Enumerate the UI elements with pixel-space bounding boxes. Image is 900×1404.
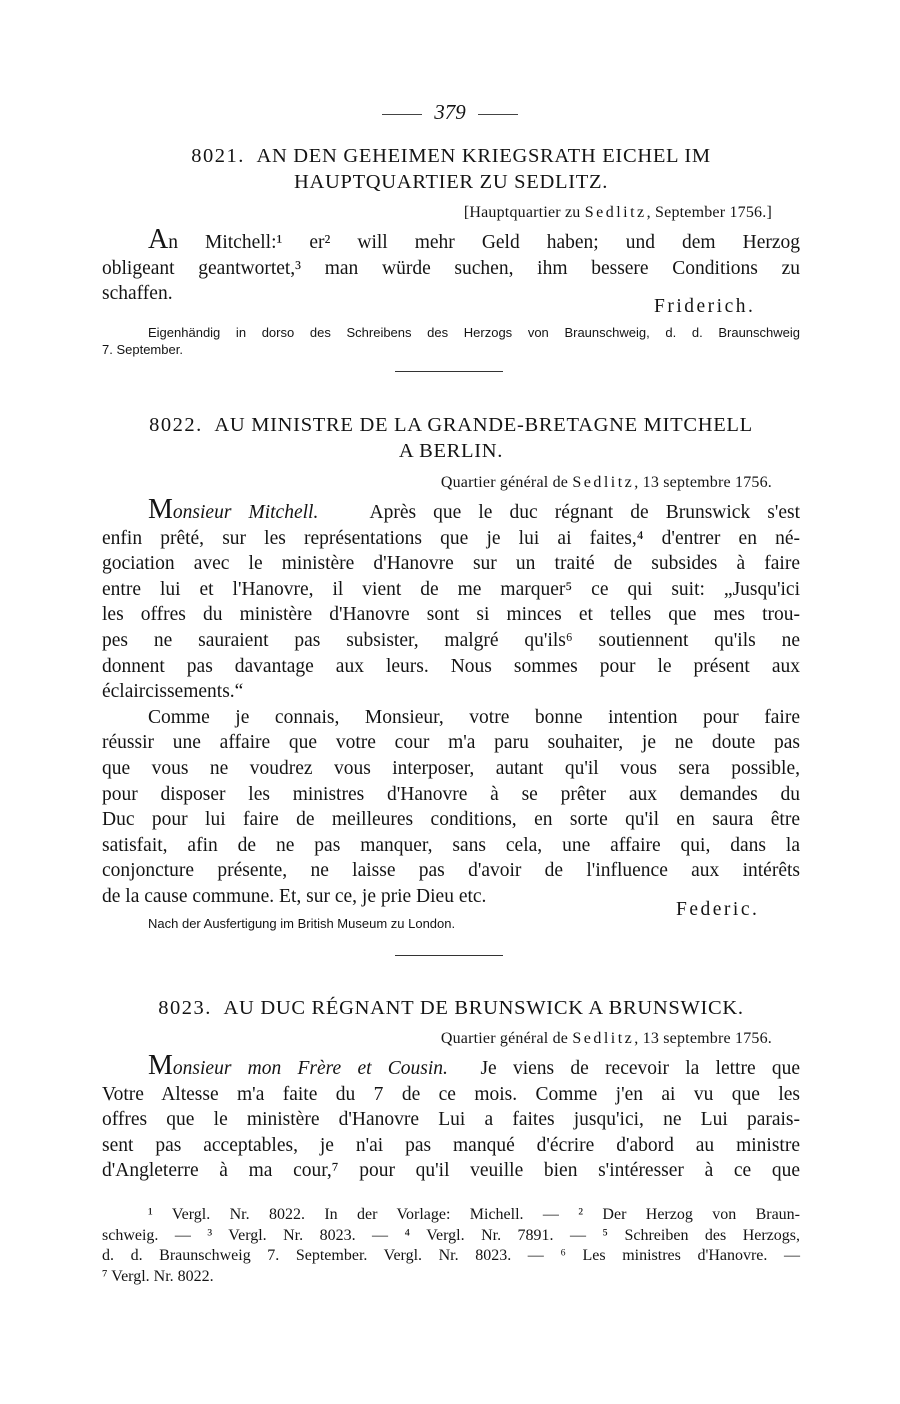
source-note-line: Eigenhändig in dorso des Schreibens des Herzogs von Braunschweig, d. d. Braunschweig bbox=[148, 325, 800, 340]
source-note: Nach der Ausfertigung im British Museum zu London. bbox=[148, 916, 456, 931]
body-line: gociation avec le ministère d'Hanovre sur un traité de subsides à faire bbox=[102, 553, 800, 575]
dateline-text: , 13 septembre 1756. bbox=[634, 474, 772, 491]
body-line: offres que le ministère d'Hanovre Lui a faites jusqu'ici, ne Lui parais- bbox=[102, 1109, 800, 1131]
body-line: de la cause commune. Et, sur ce, je prie Dieu etc. bbox=[102, 885, 487, 907]
salutation: onsieur mon Frère et Cousin. bbox=[172, 1058, 448, 1079]
body-line-text: n Mitchell:¹ er² will mehr Geld haben; und dem Herzog bbox=[168, 232, 800, 253]
body-line bbox=[102, 224, 800, 256]
body-line: enfin prêté, sur les représentations que je lui ai faites,⁴ d'entrer en né- bbox=[102, 527, 800, 549]
letter-number: 8021. bbox=[191, 145, 245, 167]
body-line: d'Angleterre à ma cour,⁷ pour qu'il veuille bien s'intéresser à ce que bbox=[102, 1160, 800, 1182]
body-line bbox=[102, 494, 801, 526]
page-number-text: 379 bbox=[434, 100, 466, 124]
body-line: éclaircissements.“ bbox=[102, 681, 244, 703]
letter-title-line: AU MINISTRE DE LA GRANDE-BRETAGNE MITCHELL bbox=[214, 414, 753, 436]
page-number-dash-right bbox=[478, 114, 518, 115]
body-line: sent pas acceptables, je n'ai pas manqué d'écrire d'abord au ministre bbox=[102, 1134, 800, 1156]
body-line: satisfait, afin de ne pas manquer, sans cela, une affaire qui, dans la bbox=[102, 834, 800, 856]
body-line-text: Après que le duc régnant de Brunswick s'est bbox=[369, 502, 801, 523]
letter-title-line: HAUPTQUARTIER ZU SEDLITZ. bbox=[293, 171, 609, 193]
body-line: donnent pas davantage aux leurs. Nous sommes pour le présent aux bbox=[102, 655, 800, 677]
body-line: entre lui et l'Hanovre, il vient de me marquer⁵ ce qui suit: „Jusqu'ici bbox=[102, 578, 800, 600]
letter-8021-dateline bbox=[464, 204, 772, 222]
dateline-place: Sedlitz bbox=[572, 474, 635, 491]
footnote-line: schweig. — ³ Vergl. Nr. 8023. — ⁴ Vergl. Nr. 7891. — ⁵ Schreiben des Herzogs, bbox=[102, 1226, 800, 1244]
letter-8023-body bbox=[102, 1050, 801, 1184]
body-line bbox=[102, 1050, 801, 1082]
footnotes bbox=[102, 1205, 800, 1287]
body-line: pour disposer les ministres d'Hanovre à se prêter aux demandes du bbox=[102, 783, 800, 805]
footnote-line: ¹ Vergl. Nr. 8022. In der Vorlage: Michell. — ² Der Herzog von Braun- bbox=[148, 1206, 800, 1223]
dateline-place: Sedlitz bbox=[584, 204, 647, 221]
body-line: conjoncture présente, ne laisse pas d'avoir de l'influence aux intérêts bbox=[102, 860, 800, 882]
letter-8023-dateline bbox=[441, 1030, 772, 1048]
page-number bbox=[0, 100, 900, 125]
letter-title-line: AN DEN GEHEIMEN KRIEGSRATH EICHEL IM bbox=[256, 145, 711, 167]
letter-8022-title bbox=[102, 412, 800, 464]
dateline-text: Quartier général de bbox=[440, 474, 573, 491]
letter-8023-title bbox=[102, 995, 800, 1021]
section-divider bbox=[395, 371, 503, 372]
signature: Friderich. bbox=[654, 296, 756, 317]
body-line: Comme je connais, Monsieur, votre bonne intention pour faire bbox=[148, 706, 800, 728]
letter-8022-body bbox=[102, 494, 801, 910]
signature: Federic. bbox=[676, 899, 760, 920]
dateline-text: Quartier général de bbox=[440, 1030, 573, 1047]
footnote-line: ⁷ Vergl. Nr. 8022. bbox=[102, 1267, 214, 1285]
source-note-line: 7. September. bbox=[102, 342, 183, 357]
salutation: onsieur Mitchell. bbox=[172, 502, 319, 523]
body-line: Duc pour lui faire de meilleures conditions, en sorte qu'il en saura être bbox=[102, 809, 800, 831]
opening-capital: M bbox=[148, 1050, 173, 1081]
body-line: pes ne sauraient pas subsister, malgré qu'ils⁶ soutiennent qu'ils ne bbox=[102, 629, 800, 651]
dateline-text: , 13 septembre 1756. bbox=[634, 1030, 772, 1047]
body-line-text: Je viens de recevoir la lettre que bbox=[480, 1058, 801, 1079]
page-number-dash-left bbox=[382, 114, 422, 115]
body-line: Votre Altesse m'a faite du 7 de ce mois. Comme j'en ai vu que les bbox=[102, 1083, 800, 1105]
opening-capital: M bbox=[148, 494, 173, 525]
body-line: que vous ne voudrez vous interposer, autant qu'il vous sera possible, bbox=[102, 757, 800, 779]
body-line: réussir une affaire que votre cour m'a paru souhaiter, je ne doute pas bbox=[102, 732, 800, 754]
section-divider bbox=[395, 955, 503, 956]
letter-8022-dateline bbox=[441, 474, 772, 492]
letter-number: 8022. bbox=[149, 414, 203, 436]
opening-capital: A bbox=[148, 224, 169, 255]
letter-8021-title bbox=[102, 143, 800, 195]
body-line: schaffen. bbox=[102, 283, 173, 305]
body-line: les offres du ministère d'Hanovre sont si minces et telles que mes trou- bbox=[102, 604, 800, 626]
letter-title-line: AU DUC RÉGNANT DE BRUNSWICK A BRUNSWICK. bbox=[223, 997, 744, 1019]
letter-title-line: A BERLIN. bbox=[398, 440, 504, 462]
dateline-text: , September 1756.] bbox=[646, 204, 772, 221]
footnote-line: d. d. Braunschweig 7. September. Vergl. Nr. 8023. — ⁶ Les ministres d'Hanovre. — bbox=[102, 1247, 800, 1264]
letter-number: 8023. bbox=[158, 997, 212, 1019]
letter-8021-source-note bbox=[102, 324, 800, 358]
dateline-text: [Hauptquartier zu bbox=[463, 204, 585, 221]
dateline-place: Sedlitz bbox=[572, 1030, 635, 1047]
body-line: obligeant geantwortet,³ man würde suchen, ihm bessere Conditions zu bbox=[102, 257, 800, 279]
